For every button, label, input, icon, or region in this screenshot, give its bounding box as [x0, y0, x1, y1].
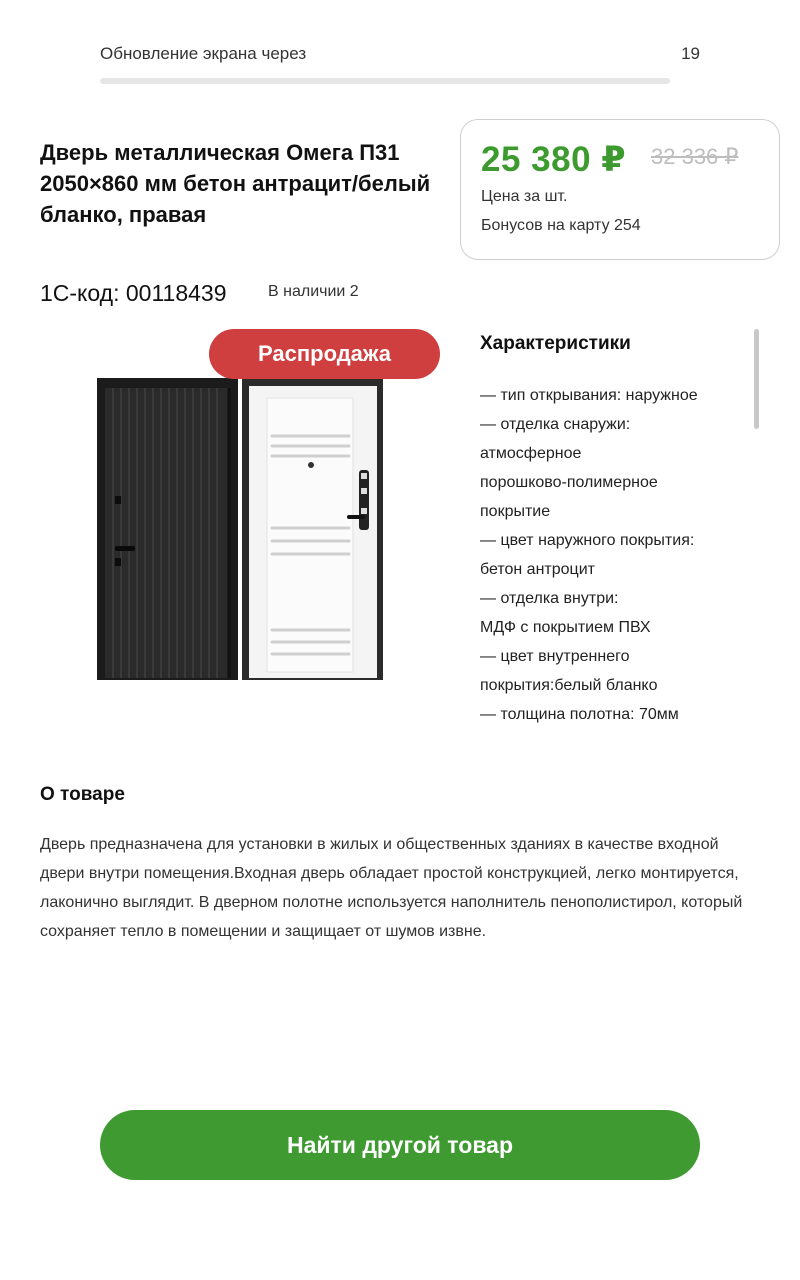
current-price: 25 380 ₽ — [481, 140, 627, 179]
spec-line: порошково-полимерное — [480, 474, 658, 491]
price-card — [460, 119, 780, 260]
spec-line: покрытие — [480, 503, 551, 520]
about-text: Дверь предназначена для установки в жилых и общественных зданиях в качестве входной двери внутри помещения.Входная дверь обладает простой конструкцией, легко монтируется, лаконично выглядит. В дверном полотне используется наполнитель пенополистирол, который сохраняет тепло в помещении и защищает от шумов извне. — [40, 836, 743, 940]
spec-line: бетон антроцит — [480, 561, 595, 578]
stock-status: В наличии 2 — [268, 283, 359, 300]
spec-line: — цвет наружного покрытия: — [480, 532, 695, 549]
spec-line: — тип открывания: наружное — [480, 387, 698, 404]
refresh-timer — [100, 44, 700, 68]
spec-line: — цвет внутреннего — [480, 648, 630, 665]
refresh-timer-count: 19 — [681, 44, 700, 63]
product-title: Дверь металлическая Омега П31 2050×860 мм бетон антрацит/белый бланко, правая — [40, 140, 431, 227]
about-heading: О товаре — [40, 784, 125, 805]
find-another-product-button[interactable]: Найти другой товар — [100, 1110, 700, 1180]
old-price: 32 336 ₽ — [651, 144, 739, 169]
specs-scrollbar[interactable] — [754, 329, 759, 429]
spec-line: — отделка снаружи: — [480, 416, 631, 433]
specs-heading: Характеристики — [480, 333, 631, 354]
product-code: 1С-код: 00118439 — [40, 280, 227, 306]
spec-line: МДФ с покрытием ПВХ — [480, 619, 651, 636]
refresh-progress-fill — [100, 78, 670, 84]
sale-badge: Распродажа — [209, 329, 440, 379]
bonus-label: Бонусов на карту 254 — [481, 217, 641, 234]
spec-line: атмосферное — [480, 445, 582, 462]
spec-line: — отделка внутри: — [480, 590, 619, 607]
refresh-timer-label: Обновление экрана через — [100, 44, 307, 63]
refresh-progress-bar — [100, 78, 670, 84]
door-product-image — [97, 378, 383, 680]
spec-line: покрытия:белый бланко — [480, 677, 658, 694]
price-unit-label: Цена за шт. — [481, 188, 568, 205]
spec-line: — толщина полотна: 70мм — [480, 706, 679, 723]
specs-list — [480, 381, 745, 729]
